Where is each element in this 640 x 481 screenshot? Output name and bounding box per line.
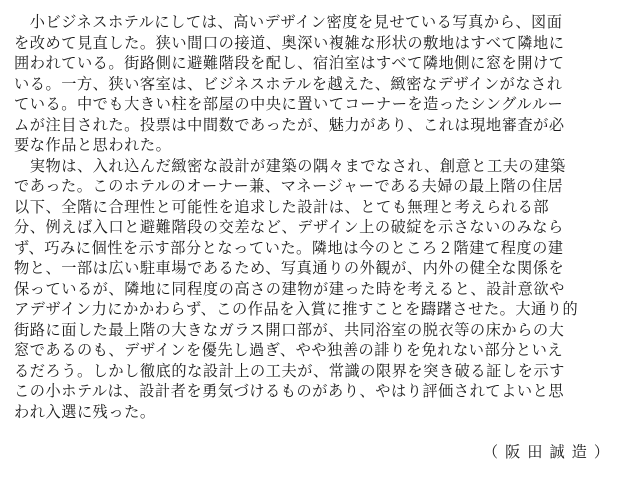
text-line: 以下、全階に合理性と可能性を追求した設計は、とても無理と考えられる部 bbox=[14, 197, 550, 216]
text-line: この小ホテルは、設計者を勇気づけるものがあり、やはり評価されてよいと思 bbox=[14, 382, 565, 400]
text-line: 窓であるのも、デザインを優先し過ぎ、やや独善の誹りを免れない部分といえ bbox=[14, 341, 564, 359]
author-signature: （阪田誠造） bbox=[482, 443, 616, 461]
text-line: 小ビジネスホテルにしては、高いデザイン密度を見せている写真から、図面 bbox=[14, 13, 563, 31]
text-line: われ入選に残った。 bbox=[14, 402, 156, 421]
article-body bbox=[14, 12, 626, 422]
text-line: 要な作品と思われた。 bbox=[14, 136, 172, 154]
text-line: であった。このホテルのオーナー兼、マネージャーである夫婦の最上階の住居 bbox=[14, 177, 564, 195]
text-line: ている。中でも大きい柱を部屋の中央に置いてコーナーを造ったシングルルー bbox=[14, 95, 564, 113]
text-line: 街路に面した最上階の大きなガラス開口部が、共同浴室の脱衣等の床からの大 bbox=[14, 320, 565, 339]
text-line: 囲われている。街路側に避難階段を配し、宿泊室はすべて隣地側に窓を開けて bbox=[14, 54, 565, 72]
text-line: を改めて見直した。狭い間口の接道、奥深い複雑な形状の敷地はすべて隣地に bbox=[14, 33, 565, 52]
text-line: 分、例えば入口と避難階段の交差など、デザイン上の破綻を示さないのみなら bbox=[14, 218, 564, 236]
text-line: いる。一方、狭い客室は、ビジネスホテルを越えた、緻密なデザインがなされ bbox=[14, 74, 563, 93]
text-line: ムが注目された。投票は中間数であったが、魅力があり、これは現地審査が必 bbox=[14, 115, 565, 134]
text-line: 保っているが、隣地に同程度の高さの建物が建った時を考えると、設計意欲や bbox=[14, 279, 565, 298]
text-line: 実物は、入れ込んだ緻密な設計が建築の隅々までなされ、創意と工夫の建築 bbox=[14, 156, 566, 175]
text-line: るだろう。しかし徹底的な設計上の工夫が、常識の限界を突き破る証しを示す bbox=[14, 361, 565, 380]
text-line: アデザイン力にかかわらず、この作品を入賞に推すことを躊躇させた。大通り的 bbox=[14, 300, 579, 318]
text-line: 物と、一部は広い駐車場であるため、写真通りの外観が、内外の健全な関係を bbox=[14, 259, 565, 277]
text-line: ず、巧みに個性を示す部分となっていた。隣地は今のところ２階建て程度の建 bbox=[14, 238, 564, 257]
